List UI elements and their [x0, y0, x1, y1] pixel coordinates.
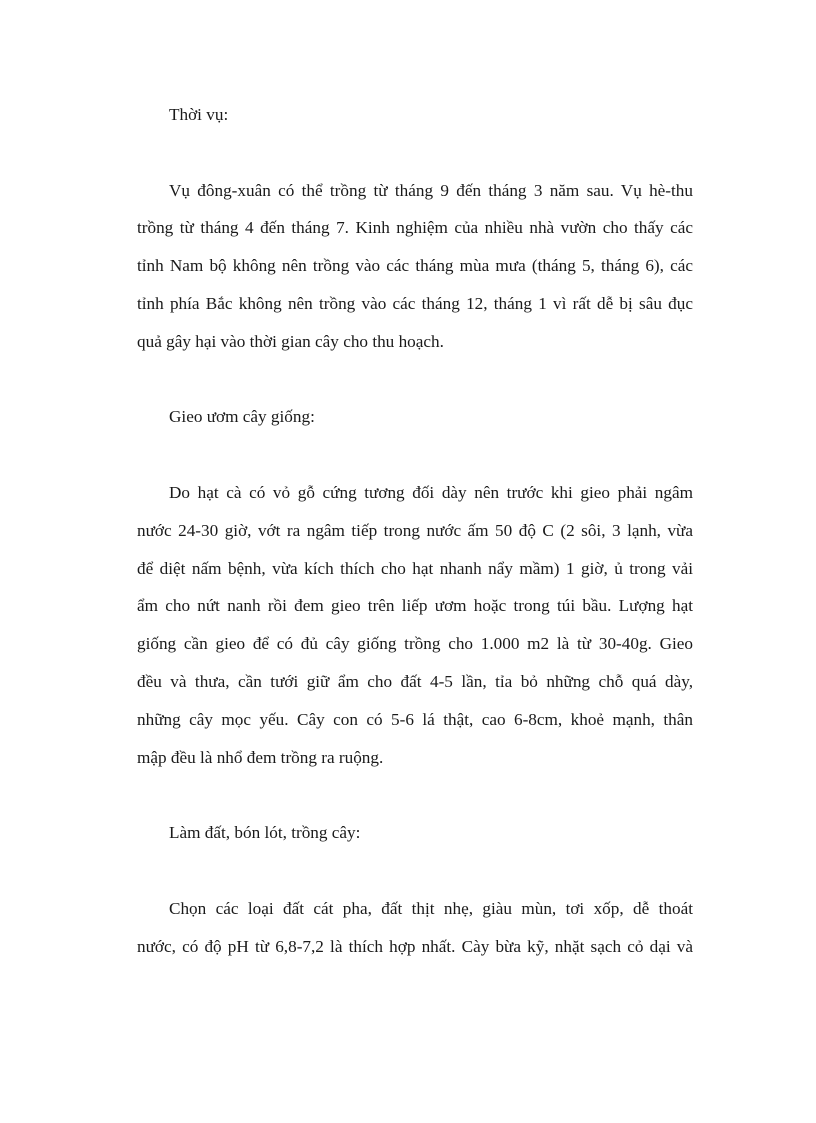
paragraph-gap [137, 361, 693, 399]
paragraph-line: trồng từ tháng 4 đến tháng 7. Kinh nghiệm của nhiều nhà vườn cho thấy các [137, 218, 693, 238]
paragraph-line: Chọn các loại đất cát pha, đất thịt nhẹ, giàu mùn, tơi xốp, dễ thoát [169, 898, 693, 918]
paragraph-line: nước, có độ pH từ 6,8-7,2 là thích hợp nhất. Cày bừa kỹ, nhặt sạch cỏ dại và [137, 936, 693, 956]
paragraph-line: tỉnh phía Bắc không nên trồng vào các tháng 12, tháng 1 vì rất dễ bị sâu đục [137, 293, 693, 313]
paragraph-gap [137, 436, 693, 474]
paragraph-line: ẩm cho nứt nanh rồi đem gieo trên liếp ươm hoặc trong túi bầu. Lượng hạt [137, 596, 693, 616]
section-gieo-uom [137, 398, 693, 776]
paragraph-line: Vụ đông-xuân có thể trồng từ tháng 9 đến tháng 3 năm sau. Vụ hè-thu [169, 180, 693, 200]
paragraph-line: nước 24-30 giờ, vớt ra ngâm tiếp trong nước ấm 50 độ C (2 sôi, 3 lạnh, vừa [137, 520, 693, 540]
paragraph [137, 890, 693, 966]
section-heading: Gieo ươm cây giống: [169, 407, 315, 427]
section-heading: Làm đất, bón lót, trồng cây: [169, 823, 361, 843]
section-lam-dat [137, 814, 693, 965]
paragraph [137, 474, 693, 776]
paragraph [137, 172, 693, 361]
paragraph-gap [137, 852, 693, 890]
paragraph-gap [137, 776, 693, 814]
paragraph-line: đều và thưa, cần tưới giữ ẩm cho đất 4-5 lần, tỉa bỏ những chỗ quá dày, [137, 671, 693, 691]
paragraph-line: quả gây hại vào thời gian cây cho thu hoạch. [137, 331, 444, 351]
section-thoi-vu [137, 96, 693, 361]
paragraph-line: những cây mọc yếu. Cây con có 5-6 lá thật, cao 6-8cm, khoẻ mạnh, thân [137, 709, 693, 729]
paragraph-line: Do hạt cà có vỏ gỗ cứng tương đối dày nên trước khi gieo phải ngâm [169, 482, 693, 502]
document-page [137, 96, 693, 965]
paragraph-line: mập đều là nhổ đem trồng ra ruộng. [137, 747, 384, 767]
section-heading: Thời vụ: [169, 105, 229, 124]
paragraph-line: để diệt nấm bệnh, vừa kích thích cho hạt nhanh nẩy mầm) 1 giờ, ủ trong vải [137, 558, 693, 578]
paragraph-line: giống cần gieo để có đủ cây giống trồng cho 1.000 m2 là từ 30-40g. Gieo [137, 634, 693, 654]
paragraph-line: tỉnh Nam bộ không nên trồng vào các tháng mùa mưa (tháng 5, tháng 6), các [137, 256, 693, 276]
paragraph-gap [137, 134, 693, 172]
